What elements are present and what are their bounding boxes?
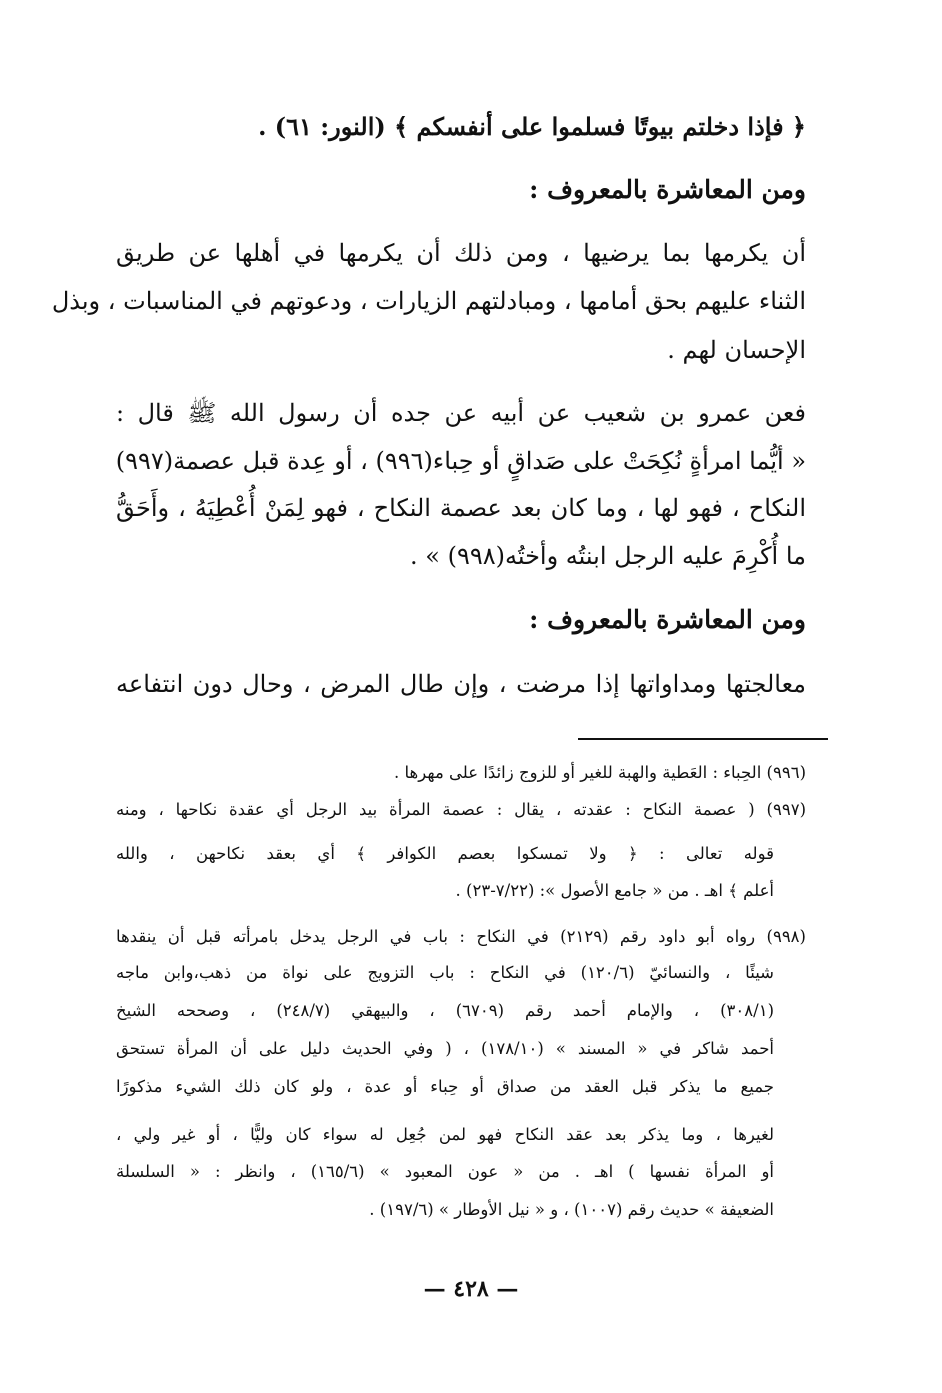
footnote-998-line: شيئًا ، والنسائيّ (١٢٠/٦) في النكاح : باب التزويج على نواة من ذهب،وابن ماجه <box>116 963 774 982</box>
footnote-997-line: أعلم ﴾ اهـ . من « جامع الأصول »: (٧/٢٢-٢٣) . <box>455 881 774 900</box>
footnote-998-line: الضعيفة » حديث رقم (١٠٠٧) ، و « نيل الأوطار » (١٩٧/٦) . <box>369 1200 774 1219</box>
footnote-998-line: أو المرأة نفسها ) اهـ . من « عون المعبود » (١٦٥/٦) ، وانظر : « السلسلة <box>116 1162 775 1181</box>
footnote-998-line: لغيرها ، وما يذكر بعد عقد النكاح فهو لمن جُعِل له سواء كان وليًّا ، أو غير ولي ، <box>116 1125 774 1144</box>
quran-verse-line: ﴿ فإذا دخلتم بيوتًا فسلموا على أنفسكم ﴾ (النور: ٦١) . <box>258 112 806 141</box>
footnote-997: (٩٩٧) ( عصمة النكاح : عقدته ، يقال : عصمة المرأة بيد الرجل أي عقدة نكاحها ، ومنه <box>116 800 806 819</box>
section-heading: ومن المعاشرة بالمعروف : <box>529 605 806 634</box>
hadith-line: ما أُكْرِمَ عليه الرجل ابنتُه وأختُه(٩٩٨) » . <box>410 542 806 570</box>
paragraph-line: فعن عمرو بن شعيب عن أبيه عن جده أن رسول الله ﷺ قال : <box>116 399 806 427</box>
footnote-998-line: (٣٠٨/١) ، والإمام أحمد رقم (٦٧٠٩) ، والبيهقي (٢٤٨/٧) ، وصححه الشيخ <box>116 1001 774 1020</box>
paragraph-line: معالجتها ومداواتها إذا مرضت ، وإن طال المرض ، وحال دون انتفاعه <box>116 670 806 698</box>
paragraph-line: الثناء عليهم بحق أمامها ، ومبادلتهم الزيارات ، ودعوتهم في المناسبات ، وبذل <box>51 287 806 315</box>
paragraph-line: أن يكرمها بما يرضيها ، ومن ذلك أن يكرمها في أهلها عن طريق <box>116 239 806 267</box>
footnote-998-line: أحمد شاكر في « المسند » (١٧٨/١٠) ، ( وفي الحديث دليل على أن المرأة تستحق <box>116 1039 775 1058</box>
hadith-line: النكاح ، فهو لها ، وما كان بعد عصمة النكاح ، فهو لِمَنْ أُعْطِيَهُ ، وأَحَقُّ <box>116 494 806 522</box>
footnote-separator <box>578 738 828 740</box>
footnote-998-line: جميع ما يذكر قبل العقد من صداق أو حِباء أو عدة ، ولو كان ذلك الشيء مذكورًا <box>116 1077 774 1096</box>
footnote-997-line: قوله تعالى : ﴿ ولا تمسكوا بعصم الكوافر ﴾ أي بعقد نكاحهن ، والله <box>116 844 774 863</box>
paragraph-line: الإحسان لهم . <box>667 336 806 364</box>
section-heading: ومن المعاشرة بالمعروف : <box>529 175 806 204</box>
footnote-996: (٩٩٦) الحِباء : العَطية والهبة للغير أو للزوج زائدًا على مهرها . <box>394 763 806 782</box>
hadith-line: « أيُّما امرأةٍ نُكِحَتْ على صَداقٍ أو حِباء(٩٩٦) ، أو عِدة قبل عصمة(٩٩٧) <box>115 447 806 475</box>
footnote-998: (٩٩٨) رواه أبو داود رقم (٢١٢٩) في النكاح : باب في الرجل يدخل بامرأته قبل أن ينقدها <box>116 927 806 946</box>
page-number: — ٤٢٨ — <box>423 1276 519 1302</box>
